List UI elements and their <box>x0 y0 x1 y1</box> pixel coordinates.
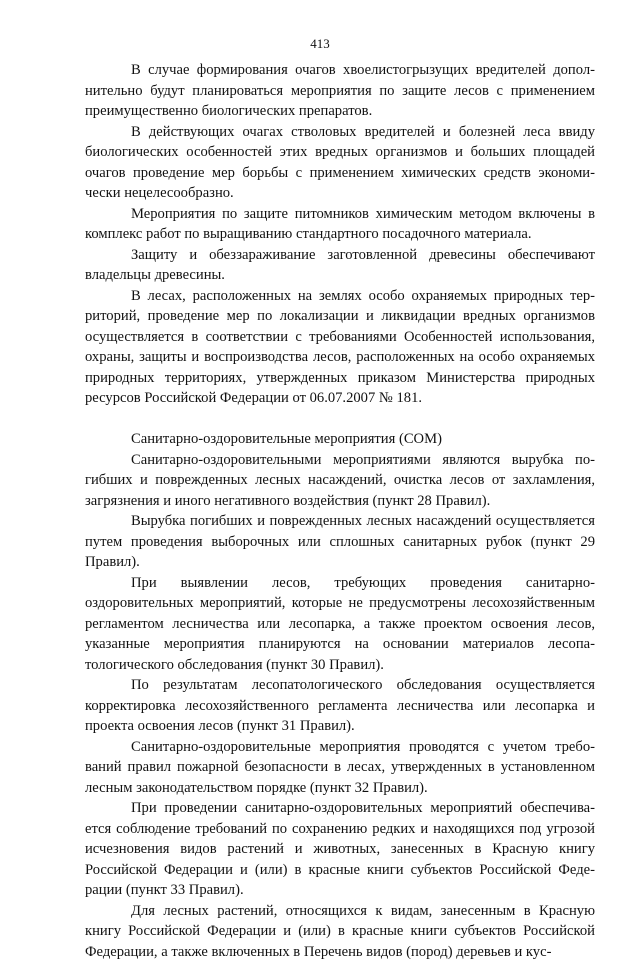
paragraph: В лесах, расположенных на землях особо охраняемых природных территорий, проведение мер по локализации и ликвидации вредных организмов осуществляется в соответствии с требованиями Особенностей использования, охраны, защиты и воспроизводства лесов, расположенных на особо охраняемых природных территориях, утвержденных приказом Министерства природных ресурсов Российской Федерации от 06.07.2007 № 181. <box>85 286 595 409</box>
paragraph: По результатам лесопатологического обследования осуществляется корректировка лесохозяйственного регламента лесничества или лесопарка и проекта освоения лесов (пункт 31 Правил). <box>85 675 595 737</box>
paragraph: Для лесных растений, относящихся к видам, занесенным в Красную книгу Российской Федерации и (или) в красные книги субъектов Российской Федерации, а также включенных в Перечень видов (пород) деревьев и кус- <box>85 901 595 962</box>
paragraph: При выявлении лесов, требующих проведения санитарно-оздоровительных мероприятий, которые не предусмотрены лесохозяйственным регламентом лесничества или лесопарка, а также проектом освоения лесов, указанные мероприятия планируются на основании материалов лесопатологического обследования (пункт 30 Правил). <box>85 573 595 676</box>
paragraph: В случае формирования очагов хвоелистогрызущих вредителей дополнительно будут планироваться мероприятия по защите лесов с применением преимущественно биологических препаратов. <box>85 60 595 122</box>
section-heading: Санитарно-оздоровительные мероприятия (СОМ) <box>85 429 595 450</box>
document-body <box>85 60 595 962</box>
page-number: 413 <box>0 36 640 52</box>
paragraph: Защиту и обеззараживание заготовленной древесины обеспечивают владельцы древесины. <box>85 245 595 286</box>
paragraph: Санитарно-оздоровительные мероприятия проводятся с учетом требований правил пожарной безопасности в лесах, утвержденных в установленном лесным законодательством порядке (пункт 32 Правил). <box>85 737 595 799</box>
paragraph: В действующих очагах стволовых вредителей и болезней леса ввиду биологических особенностей этих вредных организмов и больших площадей очагов проведение мер борьбы с применением химических средств экономически нецелесообразно. <box>85 122 595 204</box>
paragraph: Мероприятия по защите питомников химическим методом включены в комплекс работ по выращиванию стандартного посадочного материала. <box>85 204 595 245</box>
paragraph: Вырубка погибших и поврежденных лесных насаждений осуществляется путем проведения выборочных или сплошных санитарных рубок (пункт 29 Правил). <box>85 511 595 573</box>
paragraph: При проведении санитарно-оздоровительных мероприятий обеспечивается соблюдение требований по сохранению редких и находящихся под угрозой исчезновения видов растений и животных, занесенных в Красную книгу Российской Федерации и (или) в красные книги субъектов Российской Федерации (пункт 33 Правил). <box>85 798 595 901</box>
paragraph: Санитарно-оздоровительными мероприятиями являются вырубка погибших и поврежденных лесных насаждений, очистка лесов от захламления, загрязнения и иного негативного воздействия (пункт 28 Правил). <box>85 450 595 512</box>
